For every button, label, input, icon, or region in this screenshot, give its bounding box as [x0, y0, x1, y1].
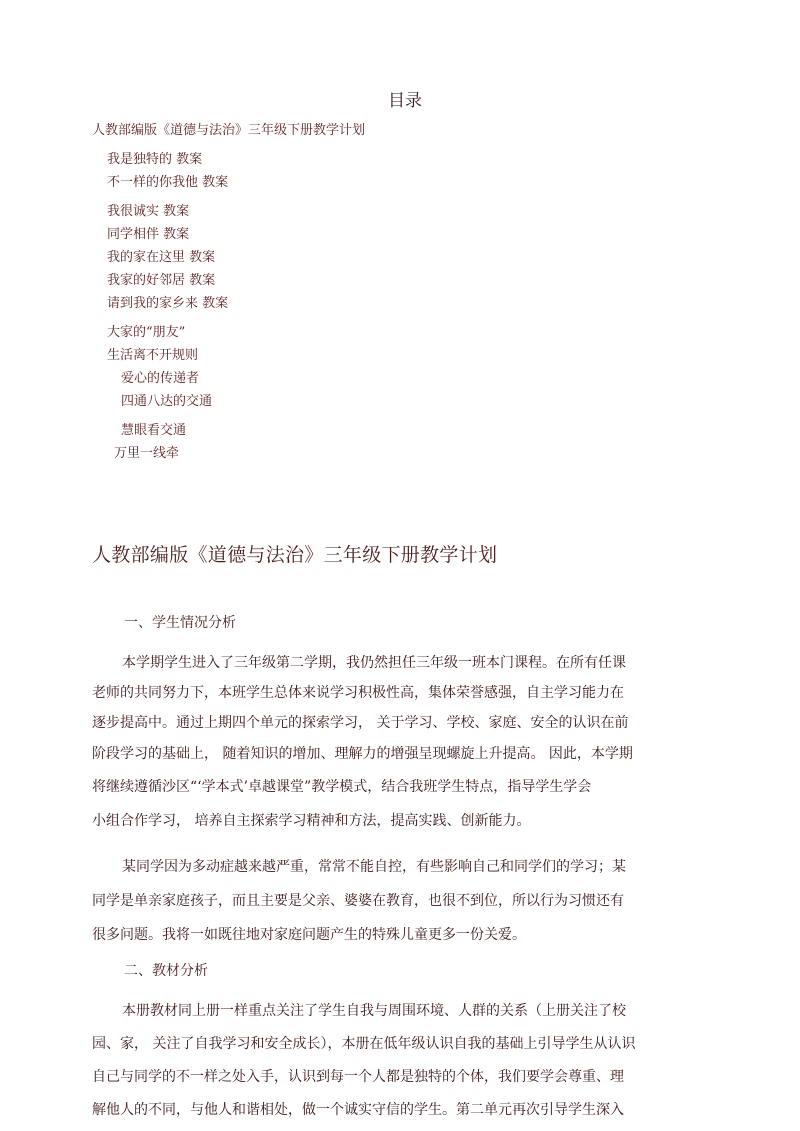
toc-item[interactable]: 我家的好邻居 教案	[107, 273, 216, 288]
paragraph-line: 本册教材同上册一样重点关注了学生自我与周围环境、人群的关系（上册关注了校	[122, 1003, 626, 1019]
toc-item[interactable]: 我的家在这里 教案	[107, 250, 216, 265]
section-heading: 二、教材分析	[124, 963, 208, 979]
section-heading: 一、学生情况分析	[124, 615, 236, 631]
toc-item[interactable]: 人教部编版《道德与法治》三年级下册教学计划	[92, 123, 366, 138]
paragraph-line: 将继续遵循沙区“‘学本式’卓越课堂”教学模式，结合我班学生特点，指导学生学会	[92, 779, 592, 795]
toc-item[interactable]: 爱心的传递者	[121, 371, 200, 386]
paragraph-line: 本学期学生进入了三年级第二学期，我仍然担任三年级一班本门课程。在所有任课	[122, 655, 626, 671]
toc-item[interactable]: 生活离不开规则	[107, 348, 199, 363]
toc-item[interactable]: 我是独特的 教案	[107, 152, 203, 167]
paragraph-line: 自己与同学的不一样之处入手，认识到每一个人都是独特的个体，我们要学会尊重、理	[92, 1069, 624, 1085]
paragraph-line: 阶段学习的基础上， 随着知识的增加、理解力的增强呈现螺旋上升提高。 因此，本学期	[92, 746, 633, 762]
toc-item[interactable]: 同学相伴 教案	[107, 227, 190, 242]
toc-item[interactable]: 万里一线牵	[114, 446, 180, 461]
paragraph-line: 同学是单亲家庭孩子，而且主要是父亲、婆婆在教育，也很不到位，所以行为习惯还有	[92, 893, 624, 909]
document-title: 人教部编版《道德与法治》三年级下册教学计划	[92, 544, 498, 566]
toc-title: 目录	[388, 91, 422, 111]
paragraph-line: 园、家， 关注了自我学习和安全成长），本册在低年级认识自我的基础上引导学生从认识	[92, 1036, 636, 1052]
toc-item[interactable]: 四通八达的交通	[121, 394, 213, 409]
toc-item[interactable]: 大家的“朋友”	[107, 325, 186, 340]
paragraph-line: 解他人的不同，与他人和谐相处，做一个诚实守信的学生。第二单元再次引导学生深入	[92, 1102, 624, 1118]
paragraph-line: 小组合作学习， 培养自主探索学习精神和方法，提高实践、创新能力。	[92, 813, 531, 829]
paragraph-line: 老师的共同努力下，本班学生总体来说学习积极性高，集体荣誉感强，自主学习能力在	[92, 685, 624, 701]
paragraph-line: 很多问题。我将一如既往地对家庭问题产生的特殊儿童更多一份关爱。	[92, 927, 526, 943]
paragraph-line: 逐步提高中。通过上期四个单元的探索学习， 关于学习、学校、家庭、安全的认识在前	[92, 715, 629, 731]
paragraph-line: 某同学因为多动症越来越严重，常常不能自控，有些影响自己和同学们的学习；某	[122, 859, 626, 875]
toc-item[interactable]: 不一样的你我他 教案	[107, 175, 229, 190]
toc-item[interactable]: 慧眼看交通	[121, 423, 187, 438]
toc-item[interactable]: 请到我的家乡来 教案	[107, 296, 229, 311]
toc-item[interactable]: 我很诚实 教案	[107, 204, 190, 219]
